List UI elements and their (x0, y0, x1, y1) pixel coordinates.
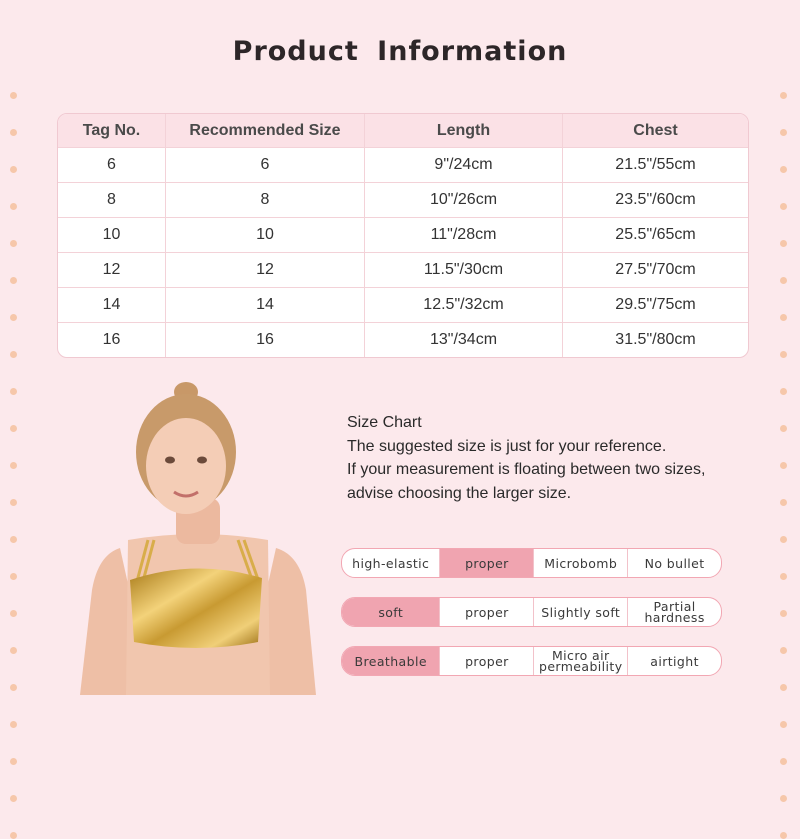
decorative-dot (780, 647, 787, 654)
decorative-dot (10, 536, 17, 543)
size-table (57, 113, 749, 358)
decorative-dot (10, 647, 17, 654)
feature-scale-cell: airtight (650, 653, 699, 669)
table-cell: 29.5"/75cm (563, 288, 748, 323)
table-cell: 11"/28cm (365, 218, 563, 253)
feature-scale-cell: proper (440, 647, 534, 675)
feature-scale-cell: Slightly soft (534, 598, 628, 626)
decorative-dot (10, 314, 17, 321)
page-title: Product Information (232, 36, 568, 67)
table-header-row (58, 114, 748, 148)
feature-scale-cell-selected: proper (440, 549, 534, 577)
table-cell: 13"/34cm (365, 323, 563, 357)
table-cell: 6 (58, 148, 166, 183)
decorative-dot (780, 721, 787, 728)
decorative-dot (10, 462, 17, 469)
decorative-dot (780, 166, 787, 173)
feature-scale-cell: Micro air permeability (534, 647, 628, 675)
feature-scale-cell: proper (440, 598, 534, 626)
note-heading: Size Chart (347, 414, 422, 431)
feature-scale-cell-selected: Breathable (342, 647, 440, 675)
table-row (58, 288, 748, 323)
decorative-dot (10, 240, 17, 247)
note-line: If your measurement is floating between two sizes, (347, 461, 706, 478)
feature-scale-cell: high-elastic (342, 549, 440, 577)
table-row (58, 253, 748, 288)
size-note (347, 411, 767, 505)
decorative-dot (10, 388, 17, 395)
table-row (58, 218, 748, 253)
table-cell: 16 (166, 323, 365, 357)
decorative-dot (780, 573, 787, 580)
table-cell: 14 (58, 288, 166, 323)
table-cell: 25.5"/65cm (563, 218, 748, 253)
right-dot-border (780, 0, 790, 800)
decorative-dot (10, 795, 17, 802)
table-cell: 6 (166, 148, 365, 183)
decorative-dot (10, 573, 17, 580)
decorative-dot (10, 499, 17, 506)
decorative-dot (780, 314, 787, 321)
decorative-dot (780, 610, 787, 617)
decorative-dot (10, 721, 17, 728)
table-cell: 16 (58, 323, 166, 357)
table-cell: 27.5"/70cm (563, 253, 748, 288)
header-recommended-size: Recommended Size (166, 114, 365, 148)
decorative-dot (10, 832, 17, 839)
decorative-dot (10, 92, 17, 99)
table-cell: 8 (166, 183, 365, 218)
table-cell: 23.5"/60cm (563, 183, 748, 218)
table-cell: 10"/26cm (365, 183, 563, 218)
decorative-dot (780, 795, 787, 802)
decorative-dot (780, 388, 787, 395)
decorative-dot (10, 166, 17, 173)
table-row (58, 148, 748, 183)
decorative-dot (780, 129, 787, 136)
header-chest: Chest (563, 114, 748, 148)
header-length: Length (365, 114, 563, 148)
table-cell: 21.5"/55cm (563, 148, 748, 183)
note-line: The suggested size is just for your reference. (347, 437, 667, 455)
decorative-dot (780, 832, 787, 839)
left-dot-border (10, 0, 20, 800)
table-cell: 12 (166, 253, 365, 288)
decorative-dot (10, 129, 17, 136)
feature-scale-cell-selected: soft (342, 598, 440, 626)
decorative-dot (780, 536, 787, 543)
decorative-dot (10, 425, 17, 432)
decorative-dot (780, 684, 787, 691)
table-cell: 11.5"/30cm (365, 253, 563, 288)
feature-scale-row (341, 597, 722, 627)
table-cell: 12 (58, 253, 166, 288)
decorative-dot (10, 610, 17, 617)
decorative-dot (780, 351, 787, 358)
decorative-dot (780, 425, 787, 432)
table-row (58, 323, 748, 357)
decorative-dot (780, 203, 787, 210)
feature-scale-row (341, 646, 722, 676)
decorative-dot (10, 684, 17, 691)
header-tag-no: Tag No. (58, 114, 166, 148)
decorative-dot (10, 758, 17, 765)
child-model-photo (78, 380, 318, 695)
table-cell: 14 (166, 288, 365, 323)
table-cell: 10 (58, 218, 166, 253)
decorative-dot (780, 92, 787, 99)
decorative-dot (780, 277, 787, 284)
decorative-dot (10, 203, 17, 210)
note-line: advise choosing the larger size. (347, 484, 572, 502)
feature-scale-row (341, 548, 722, 578)
table-cell: 10 (166, 218, 365, 253)
decorative-dot (10, 277, 17, 284)
feature-scale-cell: No bullet (644, 555, 705, 571)
feature-scale-cell: Partial hardness (644, 599, 705, 625)
table-cell: 9"/24cm (365, 148, 563, 183)
table-cell: 8 (58, 183, 166, 218)
table-cell: 12.5"/32cm (365, 288, 563, 323)
feature-scale-cell: Microbomb (534, 549, 628, 577)
table-cell: 31.5"/80cm (615, 331, 696, 348)
decorative-dot (10, 351, 17, 358)
decorative-dot (780, 462, 787, 469)
table-row (58, 183, 748, 218)
decorative-dot (780, 240, 787, 247)
decorative-dot (780, 499, 787, 506)
decorative-dot (780, 758, 787, 765)
